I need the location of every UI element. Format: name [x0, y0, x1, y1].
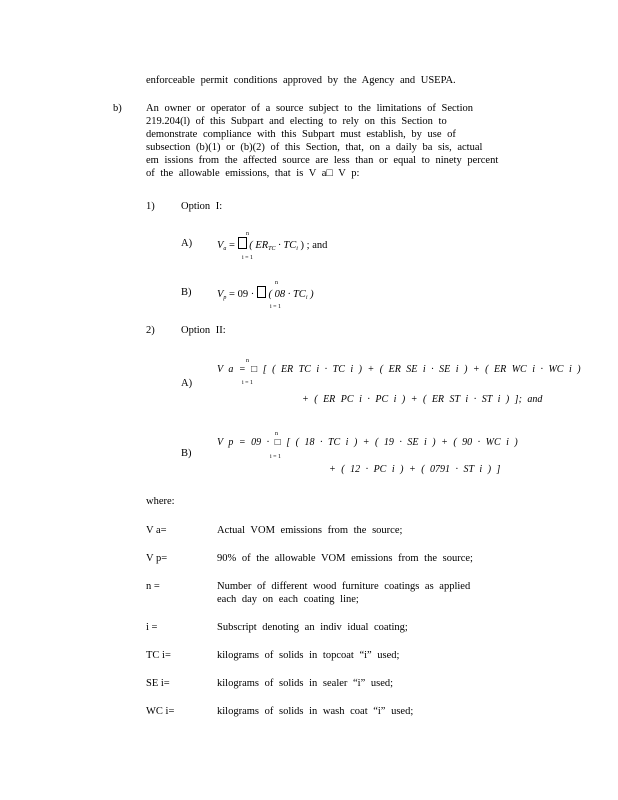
sum-lower-limit: i = 1: [242, 380, 254, 386]
definition-text: kilograms of solids in sealer “i” used;: [217, 678, 394, 689]
item-b-line: An owner or operator of a source subject to the limitations of Section: [146, 103, 474, 114]
definition-text: kilograms of solids in wash coat “i” used;: [217, 706, 414, 717]
definition-term: V a=: [146, 525, 167, 536]
equation-1b: $V_p = 09$ · ( $08 \cdot TC_i$ ): [217, 286, 314, 305]
option-2-title: Option II:: [181, 325, 226, 336]
equation-1a: $V_a$ = ( $ER_{TC} \cdot TC_i$ ) ; and: [217, 237, 327, 256]
definition-term: SE i=: [146, 678, 170, 689]
definition-text: Subscript denoting an indiv idual coating;: [217, 622, 408, 633]
equation-2b-line-1: V p = 09 · □ [ ( 18 · TC i ) + ( 19 · SE i ) + ( 90 · WC i ): [217, 437, 518, 448]
item-b-line: of the allowable emissions, that is V a□ V p:: [146, 168, 360, 179]
item-b-label: b): [113, 103, 122, 114]
item-b-line: 219.204(l) of this Subpart and electing to rely on this Section to: [146, 116, 447, 127]
equation-2a-line-2: + ( ER PC i · PC i ) + ( ER ST i · ST i ) ]; and: [302, 394, 543, 405]
definition-text: Actual VOM emissions from the source;: [217, 525, 403, 536]
sum-upper-limit: n: [275, 431, 278, 437]
definition-text: each day on each coating line;: [217, 594, 359, 605]
sum-upper-limit: n: [246, 358, 249, 364]
item-b-line: demonstrate compliance with this Subpart must establish, by use of: [146, 129, 456, 140]
option-1-title: Option I:: [181, 201, 223, 212]
option-1-b-label: B): [181, 287, 192, 298]
sum-lower-limit: i = 1: [270, 454, 282, 460]
continuation-line: enforceable permit conditions approved by the Agency and USEPA.: [146, 75, 456, 86]
definition-term: i =: [146, 622, 158, 633]
option-1-a-label: A): [181, 238, 193, 249]
definition-term: WC i=: [146, 706, 175, 717]
definition-term: V p=: [146, 553, 168, 564]
where-label: where:: [146, 496, 175, 507]
sum-lower-limit: i = 1: [242, 255, 254, 261]
option-1-number: 1): [146, 201, 155, 212]
item-b-line: em issions from the affected source are less than or equal to ninety percent: [146, 155, 499, 166]
item-b-line: subsection (b)(1) or (b)(2) of this Section, that, on a daily ba sis, actual: [146, 142, 483, 153]
equation-2a-line-1: V a = □ [ ( ER TC i · TC i ) + ( ER SE i · SE i ) + ( ER WC i · WC i ): [217, 364, 581, 375]
definition-text: 90% of the allowable VOM emissions from the source;: [217, 553, 473, 564]
equation-2b-line-2: + ( 12 · PC i ) + ( 0791 · ST i ) ]: [329, 464, 501, 475]
option-2-number: 2): [146, 325, 155, 336]
sum-upper-limit: n: [246, 231, 249, 237]
option-2-a-label: A): [181, 378, 193, 389]
summation-symbol: [257, 286, 266, 298]
definition-text: Number of different wood furniture coatings as applied: [217, 581, 471, 592]
sum-upper-limit: n: [275, 280, 278, 286]
definition-term: n =: [146, 581, 160, 592]
sum-lower-limit: i = 1: [270, 304, 282, 310]
definition-text: kilograms of solids in topcoat “i” used;: [217, 650, 400, 661]
definition-term: TC i=: [146, 650, 171, 661]
option-2-b-label: B): [181, 448, 192, 459]
